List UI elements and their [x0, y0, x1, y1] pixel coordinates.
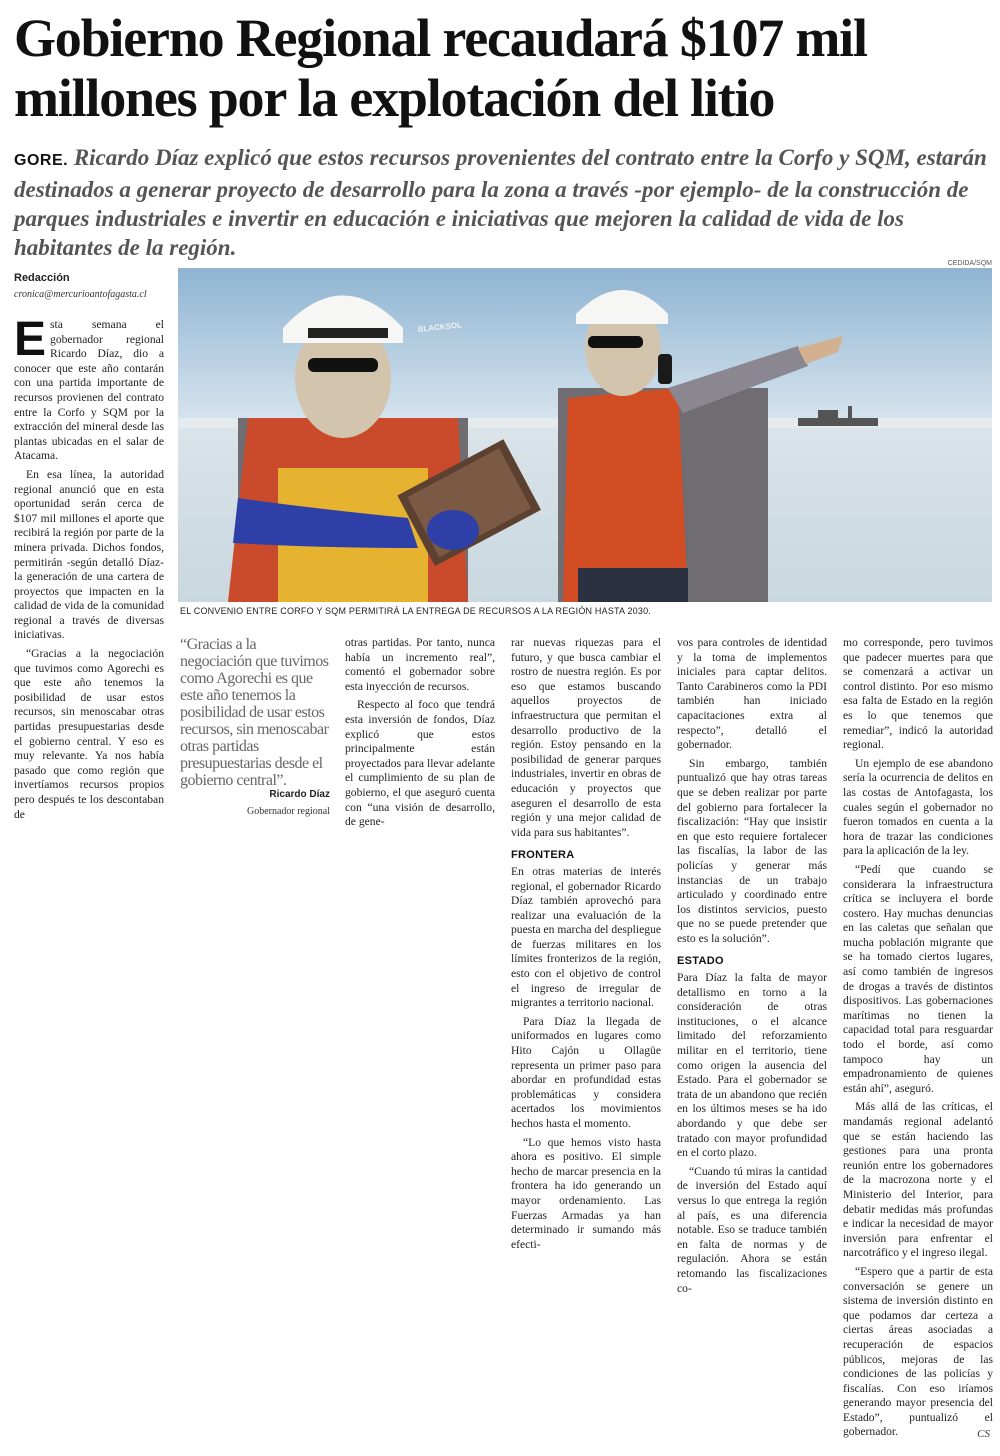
deck	[14, 143, 989, 262]
column-1	[14, 313, 164, 826]
photo-caption: EL CONVENIO ENTRE CORFO Y SQM PERMITIRÁ LA ENTREGA DE RECURSOS A LA REGIÓN HASTA 2030.	[180, 606, 651, 616]
drop-cap: E	[14, 313, 47, 366]
paragraph: Para Díaz la falta de mayor detallismo en torno a la consideración de otras instituciones, o el alcance limitado del reforzamiento militar en el territorio, tiene como origen la ausencia del Estado. Para el gobernador se trata de un abandono que recién en los últimos meses se ha ido abordando y que debe ser tratado con mayor profundidad en el corto plazo.	[677, 971, 827, 1160]
paragraph: “Gracias a la negociación que tuvimos como Agorechi es que este año tenemos la posibilidad de usar estos recursos, sin menoscabar otras partidas presupuestarias desde el gobierno central. Y eso es muy relevante. Ya nos había pasado que como región que invertíamos recursos propios pero después te los descontaban de	[14, 647, 164, 821]
headline: Gobierno Regional recaudará $107 mil millones por la explotación del litio	[14, 8, 867, 128]
column-5	[843, 636, 993, 1444]
paragraph: “Lo que hemos visto hasta ahora es positivo. El simple hecho de marcar presencia en la frontera ha ido generando un mayor ordenamiento. Las Fuerzas Armadas ya han determinado ir sumando más efecti-	[511, 1135, 661, 1251]
paragraph: otras partidas. Por tanto, nunca había un incremento real”, comentó el gobernador sobre esta inyección de recursos.	[345, 636, 495, 693]
workers-salt-flat-image	[178, 268, 992, 602]
quote-role: Gobernador regional	[246, 806, 330, 817]
paragraph: “Pedí que cuando se considerara la infraestructura crítica se incluyera el borde costero. Hay muchas denuncias en las caletas que señalan que mucha población migrante que se ha tomado ciertos lugares, así como también de ingresos de drogas a través de distintos dispositivos. Las gobernaciones marítimas no tienen la capacidad total para resguardar todo el borde, así como tampoco hay un empadronamiento de quienes están ahí”, aseguró.	[843, 862, 993, 1095]
paragraph: vos para controles de identidad y la toma de implementos iniciales para captar delitos. Tanto Carabineros como la PDI también han iniciado capacitaciones extra al respecto”, detalló el gobernador.	[677, 636, 827, 752]
paragraph: mo corresponde, pero tuvimos que padecer muertes para que se comenzará a activar un control distinto. Por eso mismo esa falta de Estado en la región es lo que tenemos que remediar”, indicó la autoridad regional.	[843, 636, 993, 752]
subheading-frontera: FRONTERA	[511, 849, 575, 862]
paragraph: Para Díaz la llegada de uniformados en lugares como Hito Cajón u Ollagüe representa un primer paso para abordar en profundidad estas problemáticas y considera acertados los movimientos hechos hasta el momento.	[511, 1014, 661, 1130]
deck-text: Ricardo Díaz explicó que estos recursos provenientes del contrato entre la Corfo y SQM, estarán destinados a generar proyecto de desarrollo para la zona a través -por ejemplo- de la construcción de parques industriales e invertir en educación e iniciativas que mejoren la calidad de vida de los habitantes de la región.	[14, 145, 987, 260]
subheading-estado: ESTADO	[677, 955, 724, 968]
paragraph: En esa línea, la autoridad regional anunció que en esta oportunidad serán cerca de $107 mil millones el aporte que recibirá la región por parte de la minera privada. Dichos fondos, permitirán -según detalló Díaz- la generación de una cartera de proyectos que impacten en la calidad de vida de la comunidad regional a través de diversas iniciativas.	[14, 467, 164, 642]
pull-quote: “Gracias a la negociación que tuvimos como Agorechi es que este año tenemos la posibilidad de usar estos recursos, sin menoscabar otras partidas presupuestarias desde el gobierno central”.	[180, 636, 329, 789]
column-4	[677, 636, 827, 1300]
column-2	[345, 636, 495, 834]
byline: Redacción	[14, 272, 70, 284]
kicker: GORE.	[14, 152, 69, 169]
photo-credit: CEDIDA/SQM	[947, 260, 992, 267]
author-signature: CS	[977, 1428, 990, 1440]
paragraph: Respecto al foco que tendrá esta inversión de fondos, Díaz explicó que estos principalmente están proyectados para llevar adelante el cumplimiento de su plan de gobierno, el que aseguró cuenta con “una visión de desarrollo, de gene-	[345, 698, 495, 829]
paragraph: En otras materias de interés regional, el gobernador Ricardo Díaz también aprovechó para realizar una evaluación de la puesta en marcha del despliegue de fuerzas militares en los límites fronterizos de la región, esto con el objetivo de control el ingreso de irregular de migrantes a territorio nacional.	[511, 864, 662, 1010]
quote-author: Ricardo Díaz	[269, 789, 330, 800]
helmet-label: BLACKSOL	[417, 320, 463, 334]
paragraph: rar nuevas riquezas para el futuro, y que busca cambiar el rostro de nuestra región. Es por eso que estamos buscando aquellos proyectos de infraestructura que permitan el desarrollo productivo de la región. Estoy pensando en la posibilidad de generar parques industriales, invertir en obras de educación y proyectos que aseguren el desarrollo de esta región y una mejor calidad de vida para sus habitantes”.	[511, 636, 661, 839]
paragraph: “Espero que a partir de esta conversación se genere un sistema de inversión distinto en que podamos dar certeza a ciertas áreas asociadas a recuperación de espacios públicos, mejoras de las condiciones de las policías y fiscalías. Con eso iríamos generando mayor presencia del Estado”, puntualizó el gobernador.	[843, 1264, 993, 1439]
article-photo	[178, 268, 992, 602]
paragraph: Sin embargo, también puntualizó que hay otras tareas que se deben realizar por parte del gobierno para fortalecer la fiscalización: “Hay que insistir en que esto requiere fortalecer las fiscalías, la labor de las policías y generar más instancias de un trabajo articulado y coordinado entre los distintos servicios, puesto que no se puede pretender que esto es la solución”.	[677, 756, 827, 945]
paragraph: Más allá de las críticas, el mandamás regional adelantó que se están haciendo las gestiones para una pronta reunión entre los gobernadores de la macrozona norte y el Ministerio del Interior, para debatir medidas más profundas e indicar la necesidad de mayor inversión para enfrentar el narcotráfico y el ingreso ilegal.	[843, 1100, 993, 1260]
column-3	[511, 636, 661, 1256]
author-email[interactable]: cronica@mercurioantofagasta.cl	[14, 289, 147, 300]
paragraph: Un ejemplo de ese abandono sería la ocurrencia de delitos en las costas de Antofagasta, los cuales según el gobernador no fueron tomados en cuenta a la hora de trazar las condiciones para la aplicación de la ley.	[843, 756, 993, 858]
paragraph: “Cuando tú miras la cantidad de inversión del Estado aquí versus lo que entrega la región al país, es una diferencia notable. Eso se traduce también en falta de normas y de regulación. Ahora se están retomando las fiscalizaciones co-	[677, 1164, 827, 1295]
paragraph: Esta semana el gobernador regional Ricardo Díaz, dio a conocer que este año contarán con una partida importante de recursos provienen del contrato entre la Corfo y SQM por la extracción del mineral desde las plantas ubicadas en el salar de Atacama.	[14, 313, 164, 463]
